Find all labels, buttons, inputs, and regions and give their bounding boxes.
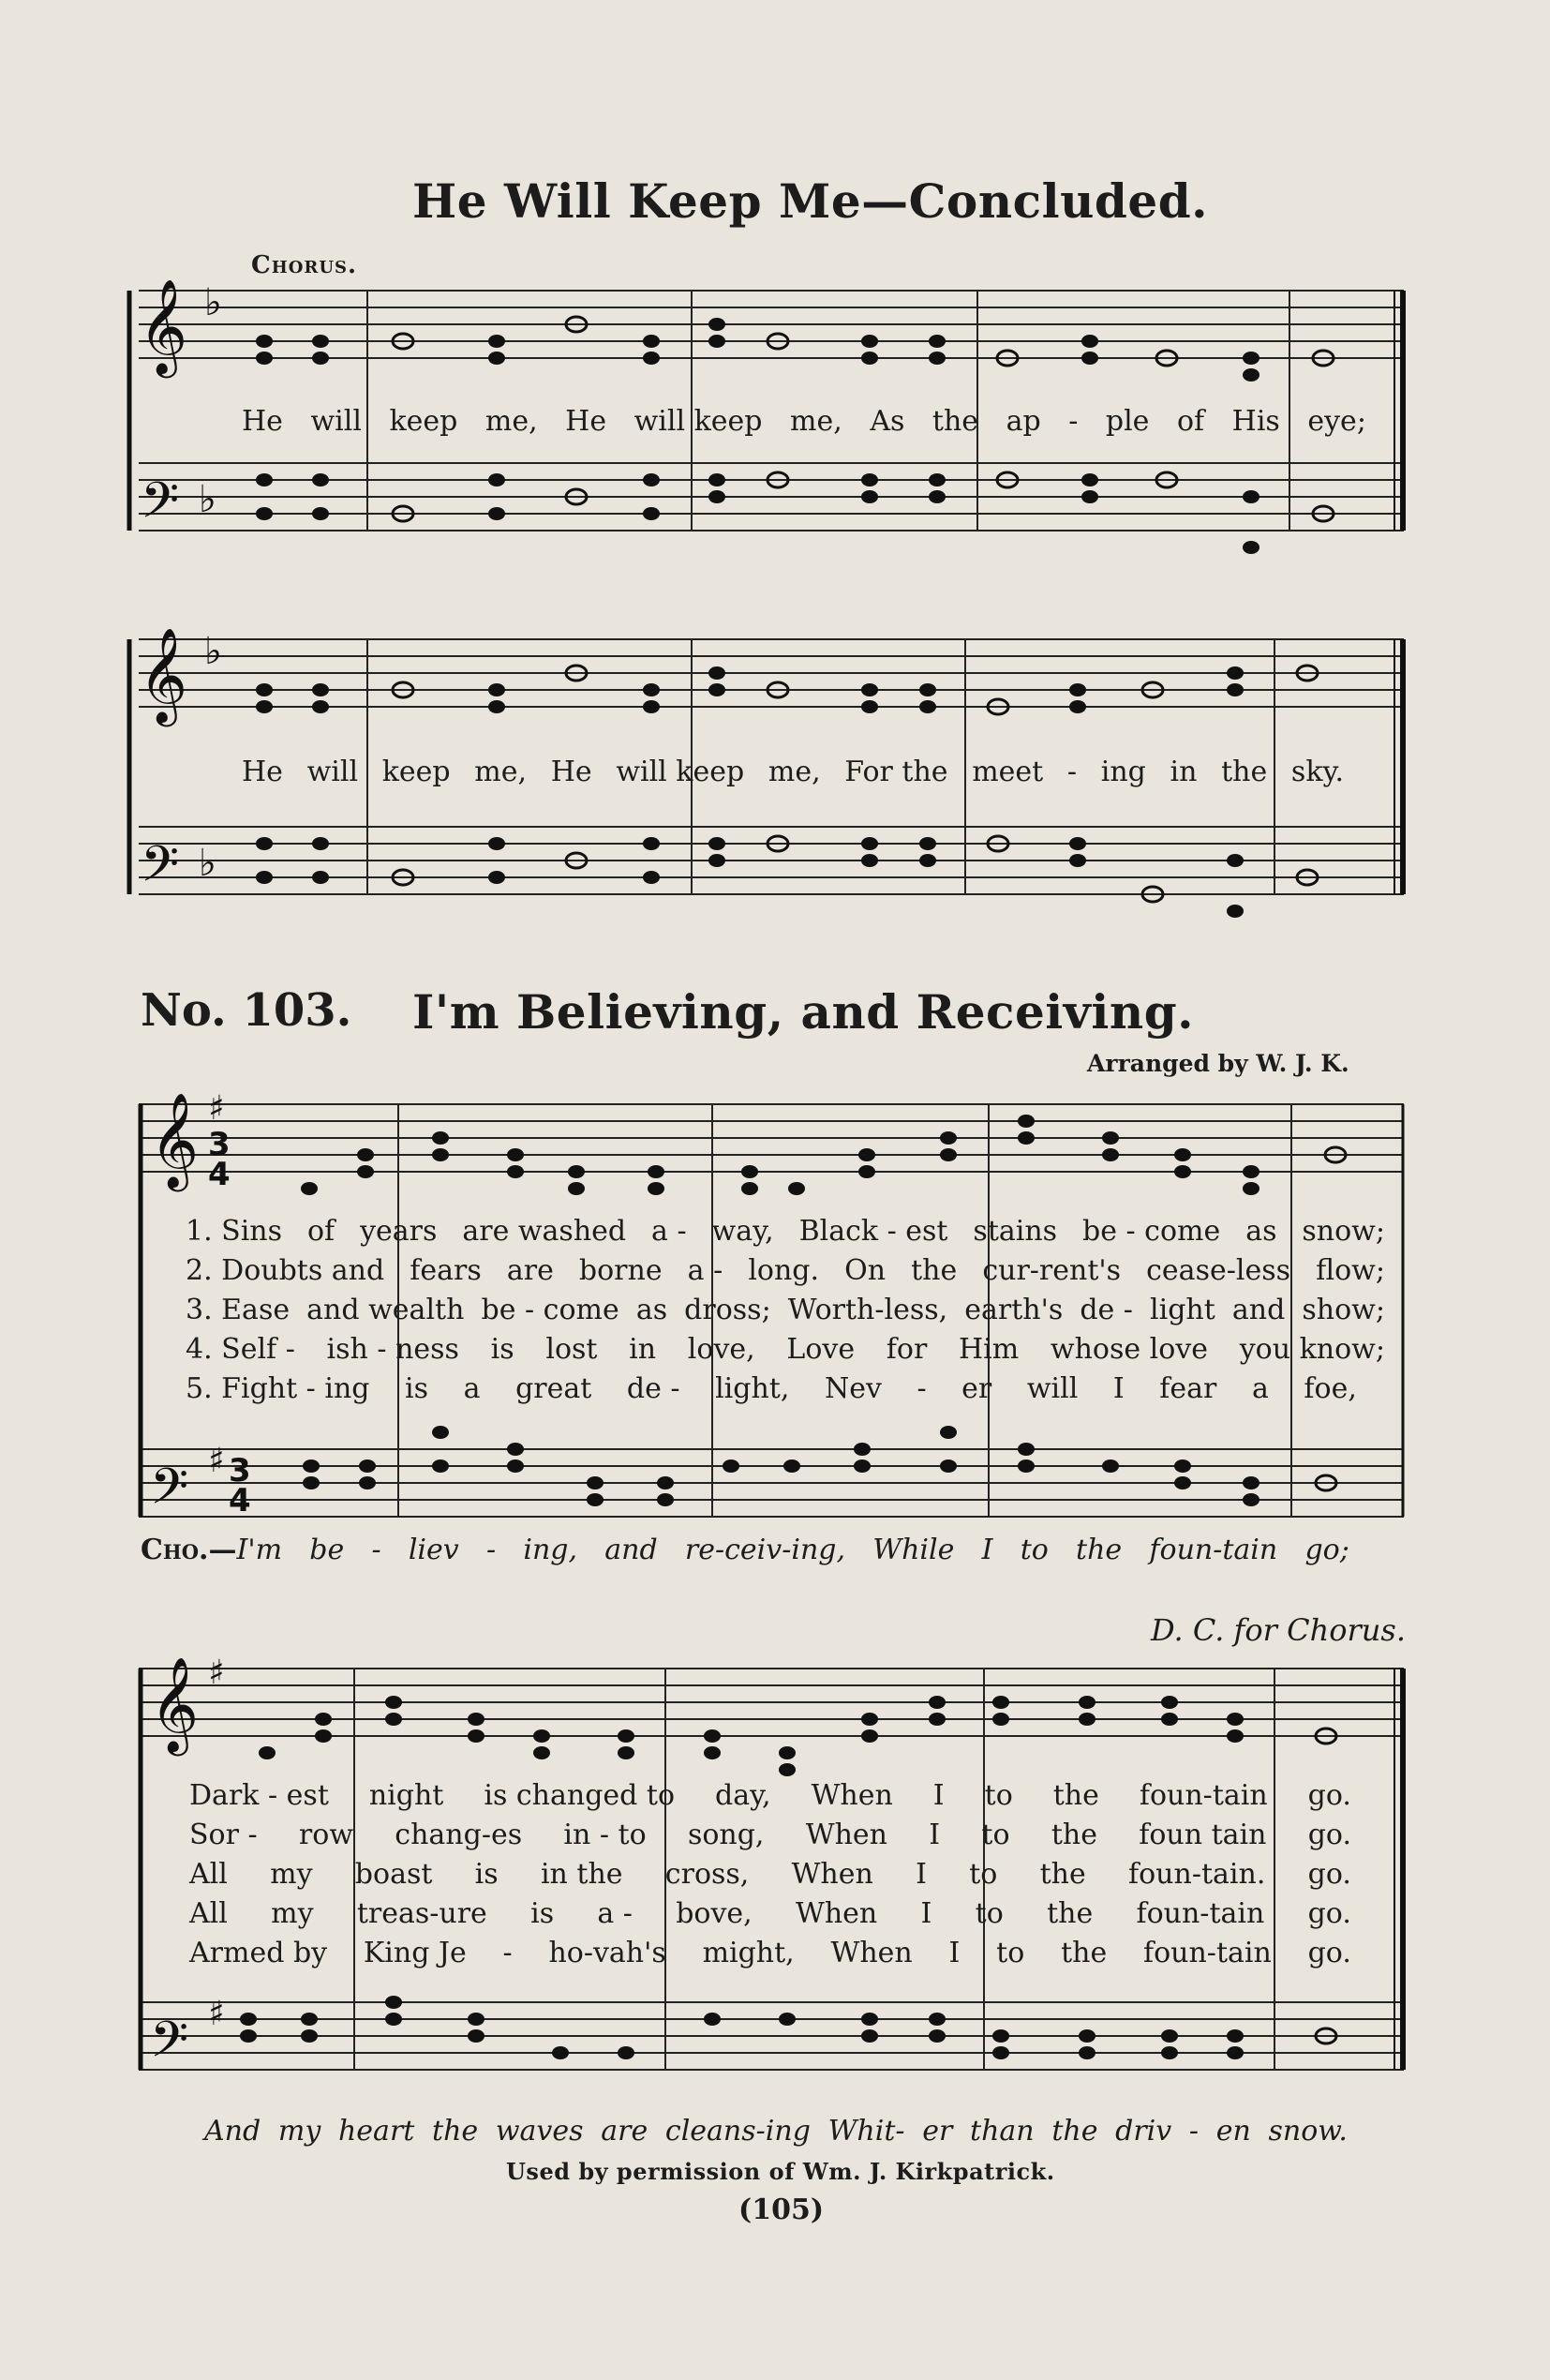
lyric-word: great <box>515 1372 592 1405</box>
lyric-word: I <box>1112 1372 1125 1405</box>
lyric-word: to <box>975 1897 1004 1930</box>
lyric-word: the <box>931 405 979 438</box>
lyric-word: to <box>1020 1534 1049 1566</box>
hymn-number: No. 103. <box>141 984 352 1037</box>
lyric-word: I <box>948 1937 961 1969</box>
lyric-word: go. <box>1307 1897 1351 1930</box>
lyric-word: as <box>1245 1215 1277 1248</box>
lyric-word: I <box>981 1534 993 1566</box>
staff-system-4-bass <box>139 2002 1404 2070</box>
chorus-label-text: Cho.— <box>141 1534 237 1566</box>
lyric-word: in the <box>540 1858 623 1891</box>
lyric-word: When <box>796 1897 878 1930</box>
svg-text:𝄢: 𝄢 <box>150 2012 189 2081</box>
verse-5-line-b <box>189 1937 1351 1969</box>
lyric-word: the <box>1052 1779 1099 1812</box>
lyric-word: in <box>1170 756 1198 788</box>
svg-text:♭: ♭ <box>204 630 222 673</box>
lyric-word: snow; <box>1302 1215 1385 1248</box>
lyric-word: As <box>870 405 905 438</box>
lyric-word: me, <box>768 756 821 788</box>
svg-text:4: 4 <box>229 1482 251 1519</box>
lyric-word: my <box>270 1858 313 1891</box>
hymn-title-concluded: He Will Keep Me—Concluded. <box>412 173 1209 229</box>
svg-text:𝄞: 𝄞 <box>139 277 188 374</box>
svg-text:♯: ♯ <box>208 1442 225 1480</box>
lyric-word: I <box>932 1779 945 1812</box>
staff-system-4-treble <box>139 1669 1404 1736</box>
lyric-word: dross; <box>684 1294 771 1326</box>
lyric-word: flow; <box>1316 1254 1385 1287</box>
lyric-word: to <box>996 1937 1025 1969</box>
lyric-word: heart <box>337 2115 415 2148</box>
lyric-word: driv <box>1115 2115 1172 2148</box>
lyric-word: and wealth <box>306 1294 465 1326</box>
lyric-word: ple <box>1105 405 1150 438</box>
lyric-word: the <box>911 1254 958 1287</box>
lyric-word: bove, <box>676 1897 753 1930</box>
lyric-word: ing, <box>523 1534 577 1566</box>
lyric-word: the <box>1047 1897 1094 1930</box>
lyric-word: in - to <box>563 1819 647 1851</box>
lyric-word: I <box>929 1819 941 1851</box>
lyric-word: On <box>844 1254 887 1287</box>
lyric-word: While <box>872 1534 955 1566</box>
lyric-word: 5. Fight - ing <box>186 1372 370 1405</box>
svg-text:♭: ♭ <box>204 281 222 324</box>
svg-text:♯: ♯ <box>208 1654 225 1692</box>
lyric-word: row <box>298 1819 354 1851</box>
lyric-word: Worth-less, <box>787 1294 948 1326</box>
lyric-word: to <box>981 1819 1010 1851</box>
lyric-word: a <box>463 1372 481 1405</box>
lyric-word: will keep <box>633 405 763 438</box>
lyric-word: His <box>1231 405 1280 438</box>
lyric-word: light, <box>715 1372 790 1405</box>
lyric-word: And <box>204 2115 261 2148</box>
lyric-word: He <box>565 405 607 438</box>
lyric-word: the <box>1061 1937 1108 1969</box>
lyric-word: are <box>506 1254 554 1287</box>
lyric-word: me, <box>474 756 528 788</box>
svg-text:𝄞: 𝄞 <box>150 1655 200 1752</box>
lyric-word: When <box>791 1858 873 1891</box>
lyric-word: en <box>1215 2115 1251 2148</box>
lyric-word: ing <box>1100 756 1146 788</box>
lyric-word: in <box>629 1333 657 1366</box>
dc-for-chorus-label: D. C. for Chorus. <box>1151 1612 1406 1648</box>
lyric-word: snow. <box>1268 2115 1348 2148</box>
lyric-word: my <box>277 2115 321 2148</box>
lyric-word: cross, <box>664 1858 750 1891</box>
lyric-word: - <box>485 1534 497 1566</box>
lyric-word: will <box>306 756 359 788</box>
lyric-word: foun tain <box>1139 1819 1267 1851</box>
lyric-word: lost <box>545 1333 598 1366</box>
lyric-word: me, <box>790 405 842 438</box>
lyric-word: King Je <box>363 1937 467 1969</box>
lyric-word: All <box>189 1897 228 1930</box>
lyric-word: go. <box>1307 1937 1351 1969</box>
lyric-word: me, <box>484 405 538 438</box>
svg-text:3: 3 <box>208 1126 231 1163</box>
lyric-word: He <box>242 405 283 438</box>
lyric-word: be - come <box>1082 1215 1221 1248</box>
lyric-word: long. <box>748 1254 820 1287</box>
lyric-word: a - <box>687 1254 723 1287</box>
svg-text:𝄞: 𝄞 <box>150 1091 200 1188</box>
lyric-word: foun-tain <box>1136 1897 1265 1930</box>
lyric-word: cur-rent's <box>982 1254 1122 1287</box>
arranger-credit: Arranged by W. J. K. <box>1087 1050 1349 1077</box>
lyric-word: the <box>1051 1819 1097 1851</box>
lyric-word: I <box>916 1858 927 1891</box>
permission-credit: Used by permission of Wm. J. Kirkpatrick. <box>506 2158 1055 2185</box>
lyric-word: 2. Doubts and <box>186 1254 385 1287</box>
svg-text:♭: ♭ <box>199 842 216 885</box>
lyric-word: song, <box>687 1819 765 1851</box>
lyric-word: er <box>961 1372 992 1405</box>
lyric-word: cease-less <box>1146 1254 1290 1287</box>
lyric-word: - <box>1066 756 1078 788</box>
lyric-word: go. <box>1307 1858 1351 1891</box>
lyric-word: the <box>1051 2115 1098 2148</box>
lyric-word: are <box>601 2115 648 2148</box>
svg-text:♯: ♯ <box>208 1995 225 2033</box>
page-number: (105) <box>738 2193 825 2226</box>
lyric-word: love, <box>687 1333 755 1366</box>
lyric-word: whose love <box>1050 1333 1209 1366</box>
lyric-word: is changed to <box>484 1779 676 1812</box>
lyric-word: be <box>309 1534 345 1566</box>
verse-3-line-b <box>189 1858 1351 1891</box>
lyric-word: a <box>1251 1372 1269 1405</box>
verse-5-line <box>186 1372 1357 1405</box>
svg-text:3: 3 <box>229 1452 251 1489</box>
lyric-word: Black - est <box>798 1215 948 1248</box>
lyric-word: - <box>917 1372 927 1405</box>
lyric-word: is <box>474 1858 499 1891</box>
svg-text:♭: ♭ <box>199 478 216 521</box>
lyric-word: liev <box>408 1534 459 1566</box>
lyric-word: borne <box>578 1254 663 1287</box>
lyric-word: will <box>310 405 362 438</box>
lyric-word: as <box>635 1294 668 1326</box>
verse-1-line-b <box>189 1779 1351 1812</box>
lyric-word: re-ceiv-ing, <box>684 1534 846 1566</box>
lyric-word: way, <box>711 1215 774 1248</box>
lyric-word: and <box>1231 1294 1286 1326</box>
lyric-word: ish - ness <box>326 1333 459 1366</box>
lyric-word: cleans-ing <box>664 2115 811 2148</box>
lyric-word: eye; <box>1307 405 1366 438</box>
lyric-word: day, <box>715 1779 771 1812</box>
lyric-word: boast <box>354 1858 433 1891</box>
lyrics-line-2 <box>242 756 1344 788</box>
lyric-word: are washed <box>462 1215 627 1248</box>
lyric-word: de - <box>1080 1294 1133 1326</box>
lyric-word: fear <box>1159 1372 1217 1405</box>
lyric-word: a - <box>651 1215 687 1248</box>
hymn-title: I'm Believing, and Receiving. <box>412 984 1195 1040</box>
lyric-word: go; <box>1304 1534 1349 1566</box>
svg-text:4: 4 <box>208 1156 231 1193</box>
lyric-word: 4. Self - <box>186 1333 295 1366</box>
verse-2-line <box>186 1254 1385 1287</box>
lyric-word: stains <box>973 1215 1058 1248</box>
lyric-word: keep <box>381 756 451 788</box>
lyric-word: for <box>886 1333 928 1366</box>
svg-text:𝄢: 𝄢 <box>141 472 180 542</box>
lyric-word: of <box>306 1215 335 1248</box>
verse-3-line <box>186 1294 1385 1326</box>
chorus-line-1 <box>141 1534 1349 1566</box>
lyric-word: is <box>530 1897 555 1930</box>
lyric-word: - <box>371 1534 381 1566</box>
svg-text:𝄞: 𝄞 <box>139 626 188 723</box>
lyric-word: sky. <box>1290 756 1344 788</box>
staff-system-3-treble <box>139 1104 1404 1172</box>
svg-text:𝄢: 𝄢 <box>141 836 180 906</box>
lyric-word: All <box>189 1858 228 1891</box>
lyric-word: of <box>1176 405 1205 438</box>
lyric-word: He <box>550 756 592 788</box>
lyric-word: night <box>368 1779 444 1812</box>
lyric-word: treas-ure <box>356 1897 487 1930</box>
lyric-word: - <box>502 1937 513 1969</box>
lyric-word: than <box>970 2115 1035 2148</box>
lyric-word: He <box>242 756 283 788</box>
lyric-word: When <box>811 1779 893 1812</box>
lyric-word: foun-tain <box>1149 1534 1278 1566</box>
lyric-word: 3. Ease <box>186 1294 291 1326</box>
lyric-word: Armed by <box>189 1937 328 1969</box>
lyric-word: a - <box>597 1897 633 1930</box>
lyric-word: and <box>604 1534 658 1566</box>
lyric-word: go. <box>1307 1819 1351 1851</box>
lyric-word: waves <box>495 2115 584 2148</box>
lyric-word: be - come <box>481 1294 619 1326</box>
lyric-word: Nev <box>824 1372 882 1405</box>
chorus-line-2 <box>204 2115 1348 2148</box>
lyric-word: light <box>1150 1294 1215 1326</box>
lyric-word: the <box>1039 1858 1086 1891</box>
lyric-word: foun-tain <box>1139 1779 1268 1812</box>
lyric-word: to <box>984 1779 1013 1812</box>
lyric-word: - <box>1068 405 1079 438</box>
lyric-word: to <box>969 1858 998 1891</box>
lyric-word: is <box>490 1333 514 1366</box>
lyric-word: my <box>271 1897 314 1930</box>
lyric-word: Love <box>786 1333 856 1366</box>
lyric-word: er <box>922 2115 953 2148</box>
lyric-word: I'm <box>236 1534 283 1566</box>
lyric-word: years <box>360 1215 438 1248</box>
lyric-word: Whit- <box>827 2115 905 2148</box>
lyric-word: ho-vah's <box>548 1937 666 1969</box>
lyric-word: meet <box>972 756 1044 788</box>
lyric-word: For the <box>844 756 948 788</box>
lyric-word: the <box>1221 756 1268 788</box>
lyrics-line-1 <box>242 405 1366 438</box>
lyric-word: foun-tain. <box>1128 1858 1266 1891</box>
lyric-word: keep <box>389 405 458 438</box>
lyric-word: foun-tain <box>1143 1937 1272 1969</box>
lyric-word: will keep <box>616 756 745 788</box>
lyric-word: chang-es <box>395 1819 523 1851</box>
lyric-word: fears <box>410 1254 482 1287</box>
lyric-word: 1. Sins <box>186 1215 283 1248</box>
verse-2-line-b <box>189 1819 1351 1851</box>
verse-4-line <box>186 1333 1385 1366</box>
lyric-word: is <box>405 1372 429 1405</box>
verse-1-line <box>186 1215 1385 1248</box>
lyric-word: earth's <box>964 1294 1064 1326</box>
verse-4-line-b <box>189 1897 1351 1930</box>
svg-text:𝄢: 𝄢 <box>150 1459 189 1528</box>
lyric-word: I <box>920 1897 932 1930</box>
lyric-word: will <box>1026 1372 1079 1405</box>
lyric-word: the <box>432 2115 479 2148</box>
lyric-word: might, <box>702 1937 795 1969</box>
lyric-word: show; <box>1302 1294 1385 1326</box>
lyric-word: When <box>805 1819 887 1851</box>
lyric-word: the <box>1076 1534 1123 1566</box>
lyric-word: foe, <box>1304 1372 1357 1405</box>
lyric-word: When <box>830 1937 913 1969</box>
staff-system-3-bass <box>139 1449 1404 1517</box>
lyric-word: Sor - <box>189 1819 258 1851</box>
lyric-word: de - <box>626 1372 680 1405</box>
lyric-word: Dark - est <box>189 1779 329 1812</box>
lyric-word: ap <box>1006 405 1041 438</box>
lyric-word: Him <box>959 1333 1020 1366</box>
chorus-label: Chorus. <box>251 251 358 279</box>
lyric-word: you know; <box>1239 1333 1385 1366</box>
svg-text:♯: ♯ <box>208 1089 225 1128</box>
lyric-word: - <box>1188 2115 1200 2148</box>
chorus-label <box>141 1534 282 1566</box>
lyric-word: go. <box>1307 1779 1351 1812</box>
